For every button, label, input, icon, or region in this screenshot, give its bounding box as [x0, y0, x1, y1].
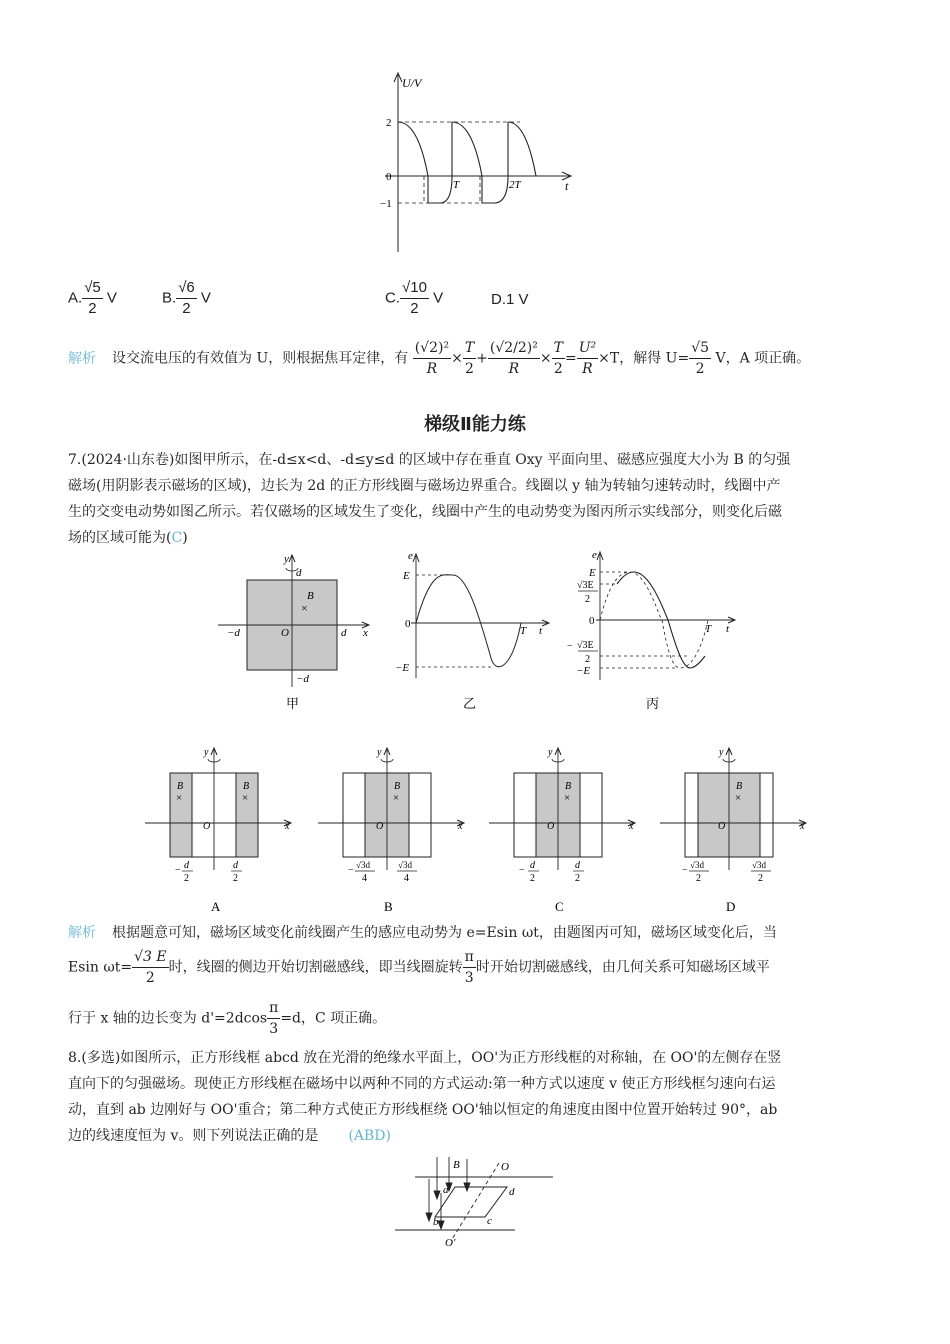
svg-text:B: B	[177, 781, 184, 792]
svg-text:−: −	[175, 865, 181, 876]
q7-figure-yi	[393, 548, 558, 718]
q7-figure-jia	[218, 552, 378, 717]
svg-text:t: t	[726, 623, 730, 635]
q7-solution: 解析 根据题意可知，磁场区域变化前线圈产生的感应电动势为 e=Esin ωt，由题图丙可知，磁场区域变化后，当	[68, 925, 777, 941]
q7-option-b-figure[interactable]	[318, 745, 468, 915]
svg-text:×: ×	[242, 792, 249, 804]
solution-label: 解析	[68, 925, 96, 941]
svg-text:e: e	[408, 550, 413, 562]
q7-figure-bing	[562, 548, 742, 718]
svg-text:甲: 甲	[286, 696, 300, 711]
svg-text:d: d	[509, 1186, 515, 1198]
svg-text:O: O	[547, 821, 555, 832]
svg-text:×: ×	[176, 792, 183, 804]
svg-text:y: y	[548, 747, 553, 758]
svg-text:C: C	[555, 899, 564, 914]
svg-text:2: 2	[184, 873, 189, 884]
svg-text:y: y	[284, 553, 289, 565]
svg-text:×: ×	[393, 792, 400, 804]
section-title: 梯级Ⅱ能力练	[424, 414, 526, 435]
q7-option-d-figure[interactable]	[660, 745, 810, 915]
svg-text:√3d: √3d	[690, 860, 704, 870]
svg-text:x: x	[629, 821, 634, 832]
svg-text:c: c	[487, 1215, 492, 1227]
svg-text:B: B	[565, 781, 572, 792]
q7-solution-line3: 行于 x 轴的边长变为 d'=2dcos $\frac{\pi}{3}$ =d，C 项正确。	[68, 1000, 387, 1037]
q7-solution-line2: Esin ωt= $\frac{√3 E}{2}$ 时，线圈的侧边开始切割磁感线，即当线圈旋转 $\frac{\pi}{3}$ 时开始切割磁感线，由几何关系可知磁场区域平	[68, 949, 770, 986]
svg-text:√3d: √3d	[398, 860, 412, 870]
svg-text:a: a	[443, 1184, 449, 1196]
svg-text:D: D	[726, 899, 736, 914]
option-c[interactable]: C. $\frac{√10}{2}$ V	[385, 279, 444, 317]
voltage-time-graph	[360, 70, 580, 260]
q7-option-c-figure[interactable]	[489, 745, 639, 915]
svg-text:B: B	[394, 781, 401, 792]
option-a[interactable]: A. $\frac{√5}{2}$ V	[68, 279, 117, 317]
svg-text:2: 2	[696, 873, 701, 884]
svg-text:y: y	[204, 747, 209, 758]
option-d[interactable]: D.1 V	[491, 291, 529, 308]
svg-text:e: e	[592, 549, 597, 561]
svg-text:d: d	[296, 567, 302, 579]
svg-text:A: A	[211, 899, 221, 914]
svg-text:d: d	[575, 860, 580, 871]
svg-text:x: x	[285, 821, 290, 832]
svg-text:2: 2	[758, 873, 763, 884]
svg-text:0: 0	[405, 618, 411, 630]
svg-text:y: y	[377, 747, 382, 758]
svg-text:√3E: √3E	[577, 580, 594, 591]
svg-text:O: O	[281, 627, 289, 639]
svg-text:T: T	[705, 623, 712, 635]
svg-text:B: B	[243, 781, 250, 792]
svg-text:B: B	[307, 590, 314, 602]
y-tick-2: 2	[386, 117, 392, 129]
svg-text:×: ×	[301, 601, 308, 615]
svg-text:x: x	[800, 821, 805, 832]
svg-text:√3E: √3E	[577, 640, 594, 651]
svg-text:d: d	[530, 860, 535, 871]
svg-text:O: O	[718, 821, 726, 832]
svg-text:×: ×	[564, 792, 571, 804]
svg-text:−: −	[567, 641, 573, 652]
x-tick-T: T	[453, 179, 460, 191]
svg-text:E: E	[403, 570, 410, 582]
svg-text:O: O	[376, 821, 384, 832]
svg-text:B: B	[736, 781, 743, 792]
y-tick-neg1: −1	[380, 198, 392, 210]
svg-text:−d: −d	[227, 627, 240, 639]
svg-text:4: 4	[404, 873, 409, 884]
q6-solution: 解析 设交流电压的有效值为 U，则根据焦耳定律，有 $\frac{\text{(√2)²}}{R}$ × $\frac{T}{2}$ + $\frac{\text{(√2/2)²}}{R}$ × $\frac{T}{2}$ = $\frac{\text{U²}}{R}$ ×T，解得 U= $\frac{√5}{2}$ V，A 项正确。	[68, 340, 811, 377]
svg-text:t: t	[539, 625, 543, 637]
svg-text:E: E	[589, 567, 596, 579]
svg-text:−: −	[348, 865, 354, 876]
q7-stem: 7.(2024·山东卷)如图甲所示，在-d≤x<d、-d≤y≤d 的区域中存在垂直 Oxy 平面向里、磁感应强度大小为 B 的匀强 磁场(用阴影表示磁场的区域)，边长为 2d 的正方形线圈与磁场边界重合。线圈以 y 轴为转轴匀速转动时，线圈中产 生的交变电动势如图乙所示。若仅磁场的区域发生了变化，线圈中产生的电动势变为图丙所示实线部分，则变化后磁 场的区域可能为(C)	[68, 452, 791, 546]
svg-text:√3d: √3d	[356, 860, 370, 870]
y-tick-0: 0	[386, 171, 392, 183]
svg-text:×: ×	[735, 792, 742, 804]
svg-text:−: −	[682, 865, 688, 876]
q8-stem: 8.(多选)如图所示，正方形线框 abcd 放在光滑的绝缘水平面上，OO'为正方形线框的对称轴，在 OO'的左侧存在竖 直向下的匀强磁场。现使正方形线框在磁场中以两种不同的方式运动:第一种方式以速度 v 使正方形线框匀速向右运 动，直到 ab 边刚好与 OO'重合；第二种方式使正方形线框绕 OO'轴以恒定的角速度由图中位置开始转过 90°，ab 边的线速度恒为 v。则下列说法正确的是 (ABD)	[68, 1050, 782, 1144]
svg-text:T: T	[520, 625, 527, 637]
q8-answer: (ABD)	[348, 1128, 391, 1144]
svg-text:2: 2	[575, 873, 580, 884]
svg-text:b: b	[433, 1216, 439, 1228]
svg-text:丙: 丙	[646, 696, 660, 711]
q7-option-a-figure[interactable]	[145, 745, 295, 915]
svg-text:2: 2	[585, 594, 590, 605]
solution-label: 解析	[68, 350, 96, 367]
svg-text:y: y	[719, 747, 724, 758]
svg-text:4: 4	[362, 873, 367, 884]
svg-text:d: d	[341, 627, 347, 639]
x-tick-2T: 2T	[509, 179, 521, 191]
svg-text:B: B	[453, 1159, 460, 1171]
svg-text:O: O	[501, 1161, 509, 1173]
svg-text:√3d: √3d	[752, 860, 766, 870]
svg-text:2: 2	[233, 873, 238, 884]
svg-text:O: O	[203, 821, 211, 832]
y-axis-label: U/V	[402, 76, 422, 90]
svg-text:−E: −E	[395, 662, 410, 674]
option-b[interactable]: B. $\frac{√6}{2}$ V	[162, 279, 211, 317]
svg-text:O': O'	[445, 1237, 456, 1249]
svg-text:d: d	[233, 860, 238, 871]
svg-text:−d: −d	[296, 673, 309, 685]
q7-answer: C	[171, 530, 183, 546]
svg-text:0: 0	[589, 615, 595, 627]
svg-text:−: −	[519, 865, 525, 876]
x-axis-label: t	[565, 179, 569, 193]
svg-text:B: B	[384, 899, 393, 914]
svg-text:x: x	[363, 627, 368, 639]
q8-figure	[395, 1155, 560, 1255]
svg-text:2: 2	[530, 873, 535, 884]
svg-text:2: 2	[585, 654, 590, 665]
svg-text:−E: −E	[576, 665, 591, 677]
svg-text:乙: 乙	[463, 696, 477, 711]
svg-text:x: x	[458, 821, 463, 832]
svg-text:d: d	[184, 860, 189, 871]
